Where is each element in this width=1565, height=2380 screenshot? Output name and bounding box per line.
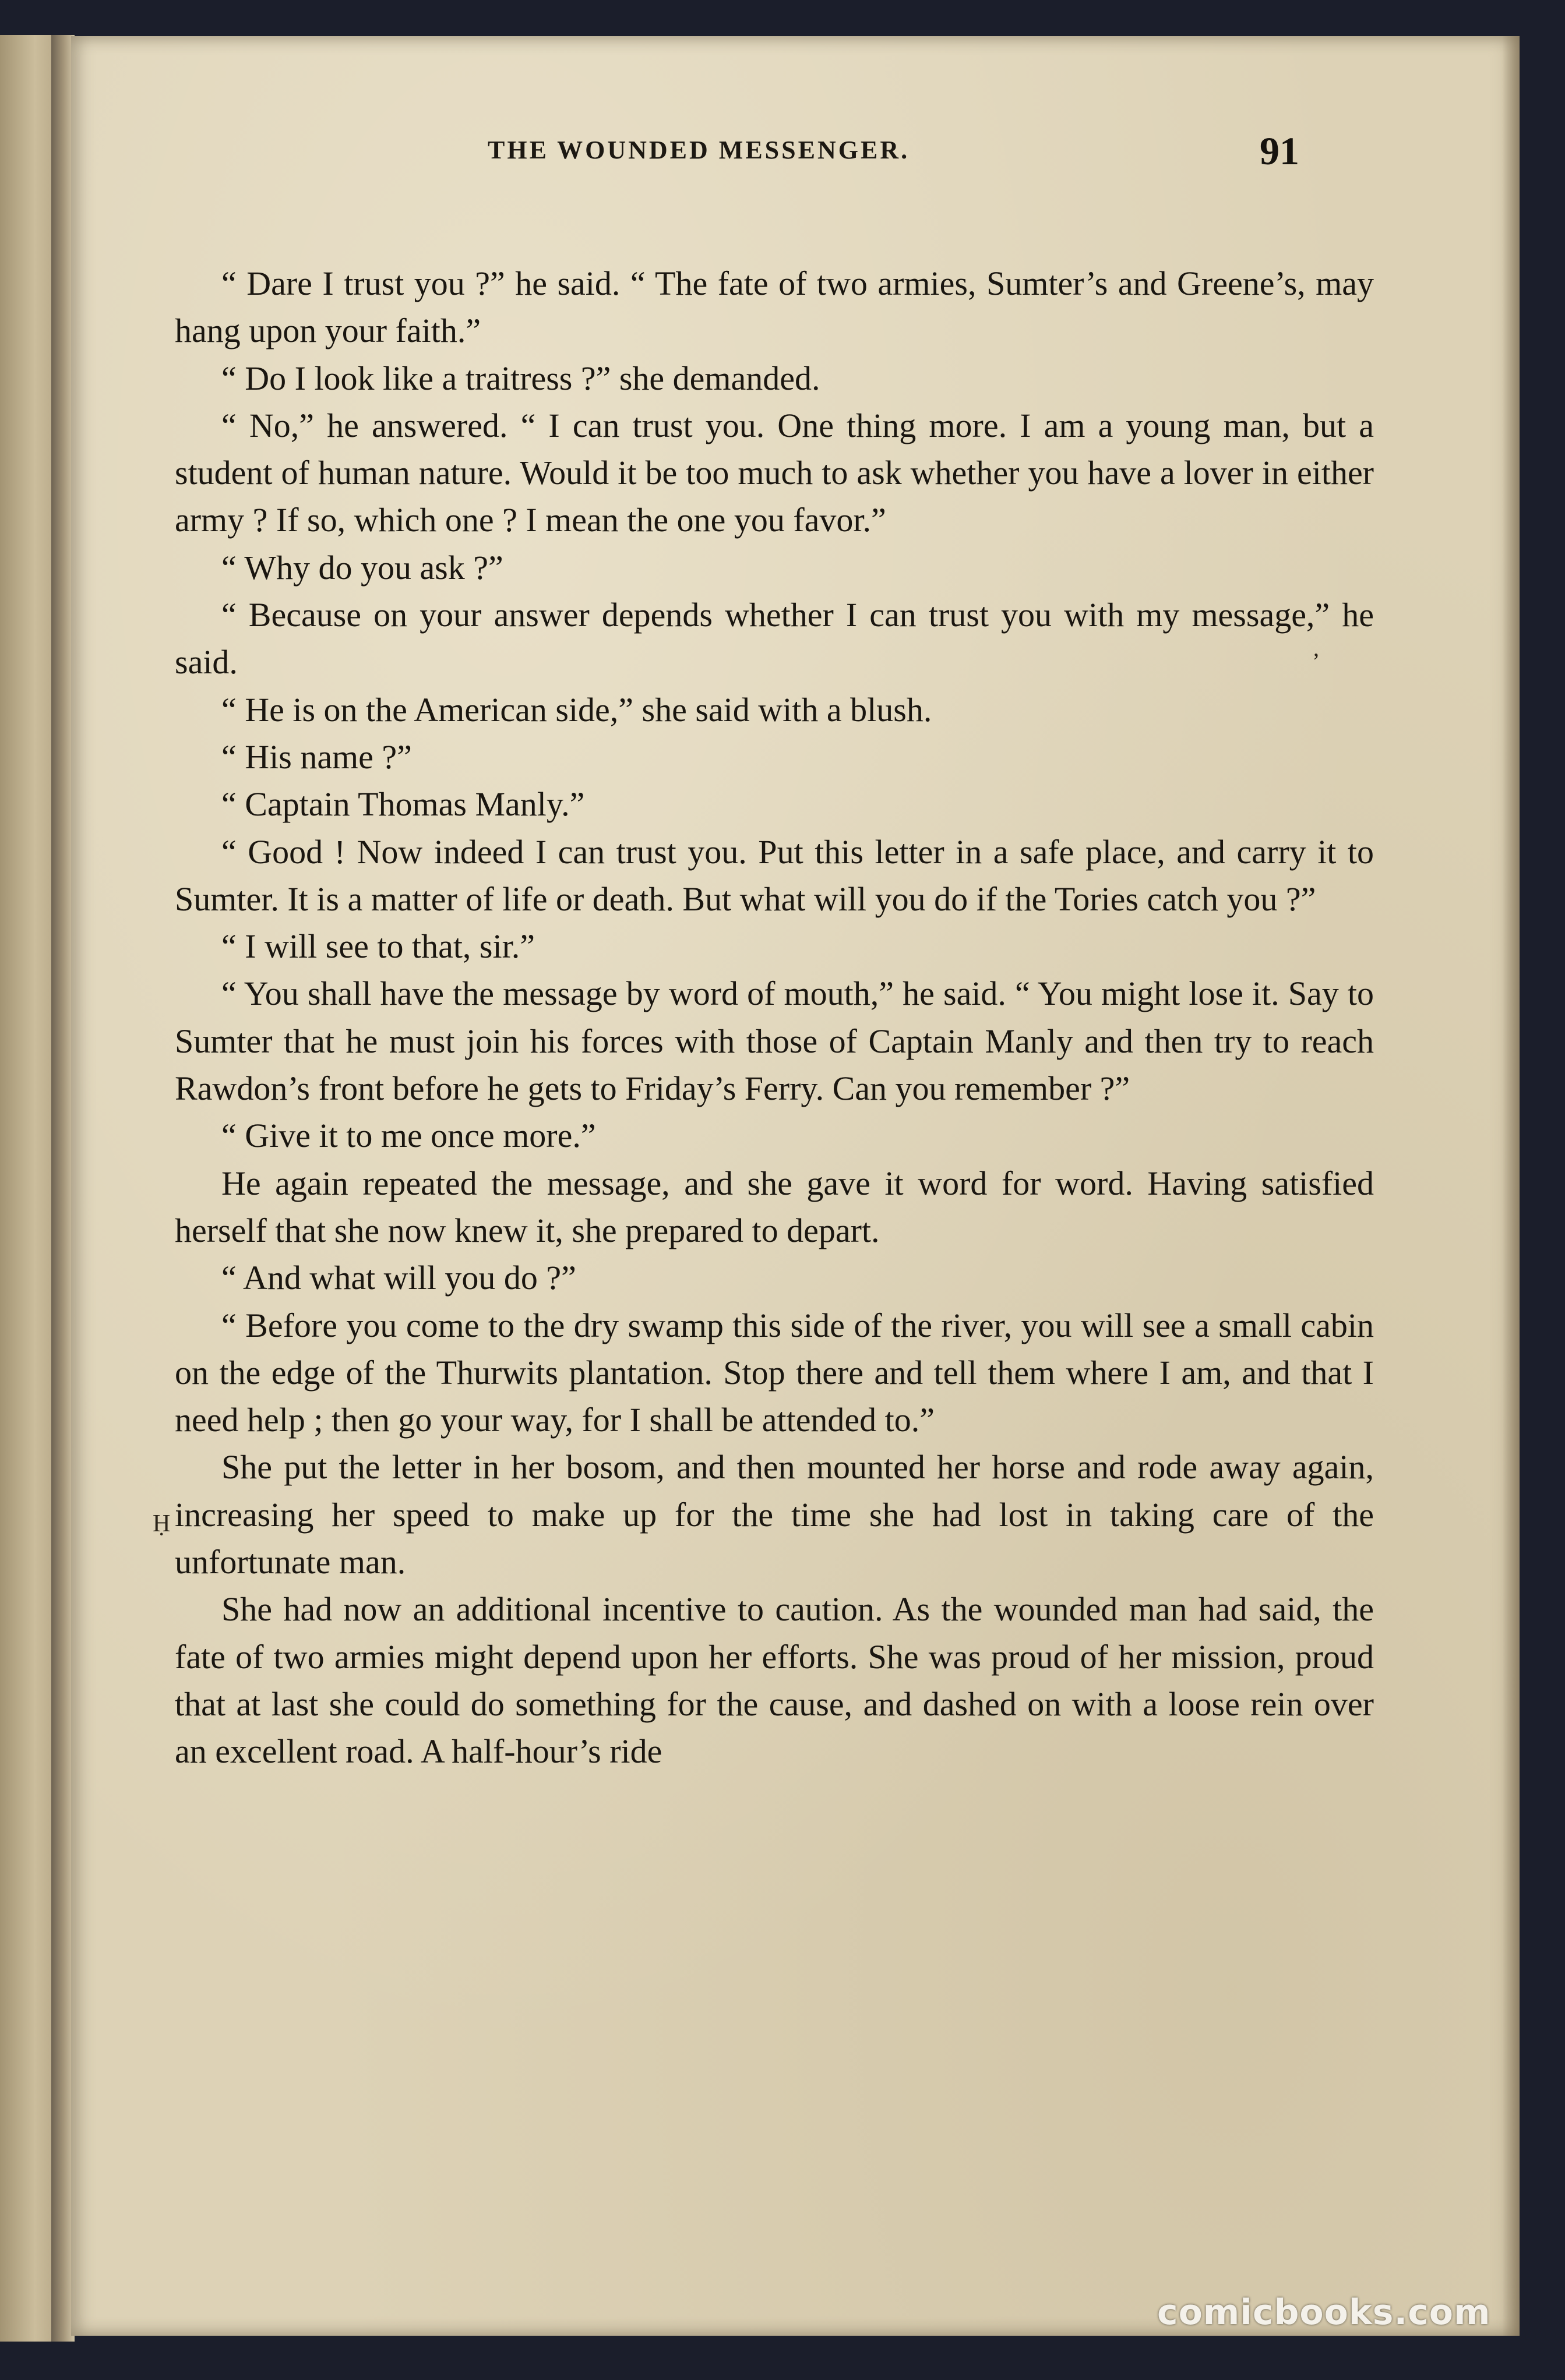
paragraph: “ Good ! Now indeed I can trust you. Put this letter in a safe place, and carry it to Sumter. It is a matter of life or death. But what will you do if the Tories catch you ?” xyxy=(175,832,1374,918)
paragraph: “ Why do you ask ?” xyxy=(221,548,503,587)
paragraph: He again repeated the message, and she gave it word for word. Having satisfied herself that she now knew it, she prepared to depart. xyxy=(175,1164,1374,1249)
facing-page-edge xyxy=(0,35,58,2342)
paragraph: “ And what will you do ?” xyxy=(221,1259,576,1297)
book-page xyxy=(71,36,1520,2336)
paragraph: “ I will see to that, sir.” xyxy=(221,927,535,966)
paragraph: She had now an additional incentive to caution. As the wounded man had said, the fate of two armies might depend upon her efforts. She was proud of her mission, proud that at last she could do something for the cause, and dashed on with a loose rein over an excellent road. A half-hour’s ride xyxy=(175,1590,1374,1771)
paragraph: “ Captain Thomas Manly.” xyxy=(221,785,585,824)
paragraph: “ Because on your answer depends whether I can trust you with my message,” he said. xyxy=(175,596,1374,681)
margin-mark: Ḥ xyxy=(153,1510,171,1537)
paragraph: “ Before you come to the dry swamp this side of the river, you will see a small cabin on the edge of the Thurwits plantation. Stop there and tell them where I am, and that I need help ; then go your way, for I shall be attended to.” xyxy=(175,1306,1374,1439)
running-head-title: THE WOUNDED MESSENGER. xyxy=(488,136,910,164)
body-text xyxy=(175,260,1374,1775)
running-head xyxy=(71,129,1520,188)
page-number: 91 xyxy=(1260,129,1299,173)
paragraph: “ Do I look like a traitress ?” she demanded. xyxy=(221,359,820,397)
paragraph: “ No,” he answered. “ I can trust you. One thing more. I am a young man, but a student of human nature. Would it be too much to ask whether you have a lover in either army ? If so, which one ? I mean the one you favor.” xyxy=(175,406,1374,539)
paragraph: “ His name ?” xyxy=(221,737,412,776)
paragraph: “ You shall have the message by word of mouth,” he said. “ You might lose it. Say to Sumter that he must join his forces with those of Captain Manly and then try to reach Rawdon’s front before he gets to Friday’s Ferry. Can you remember ?” xyxy=(175,974,1374,1108)
page-edge-shadow xyxy=(1502,36,1520,2336)
watermark: comicbooks.com xyxy=(1157,2292,1491,2333)
paragraph: “ Give it to me once more.” xyxy=(221,1117,596,1155)
paragraph: “ He is on the American side,” she said with a blush. xyxy=(221,690,932,729)
paragraph: She put the letter in her bosom, and then mounted her horse and rode away again, increasing her speed to make up for the time she had lost in taking care of the unfortunate man. xyxy=(175,1448,1374,1581)
margin-mark: ʼ xyxy=(1312,648,1320,675)
paragraph: “ Dare I trust you ?” he said. “ The fate of two armies, Sumter’s and Greene’s, may hang upon your faith.” xyxy=(175,264,1374,350)
